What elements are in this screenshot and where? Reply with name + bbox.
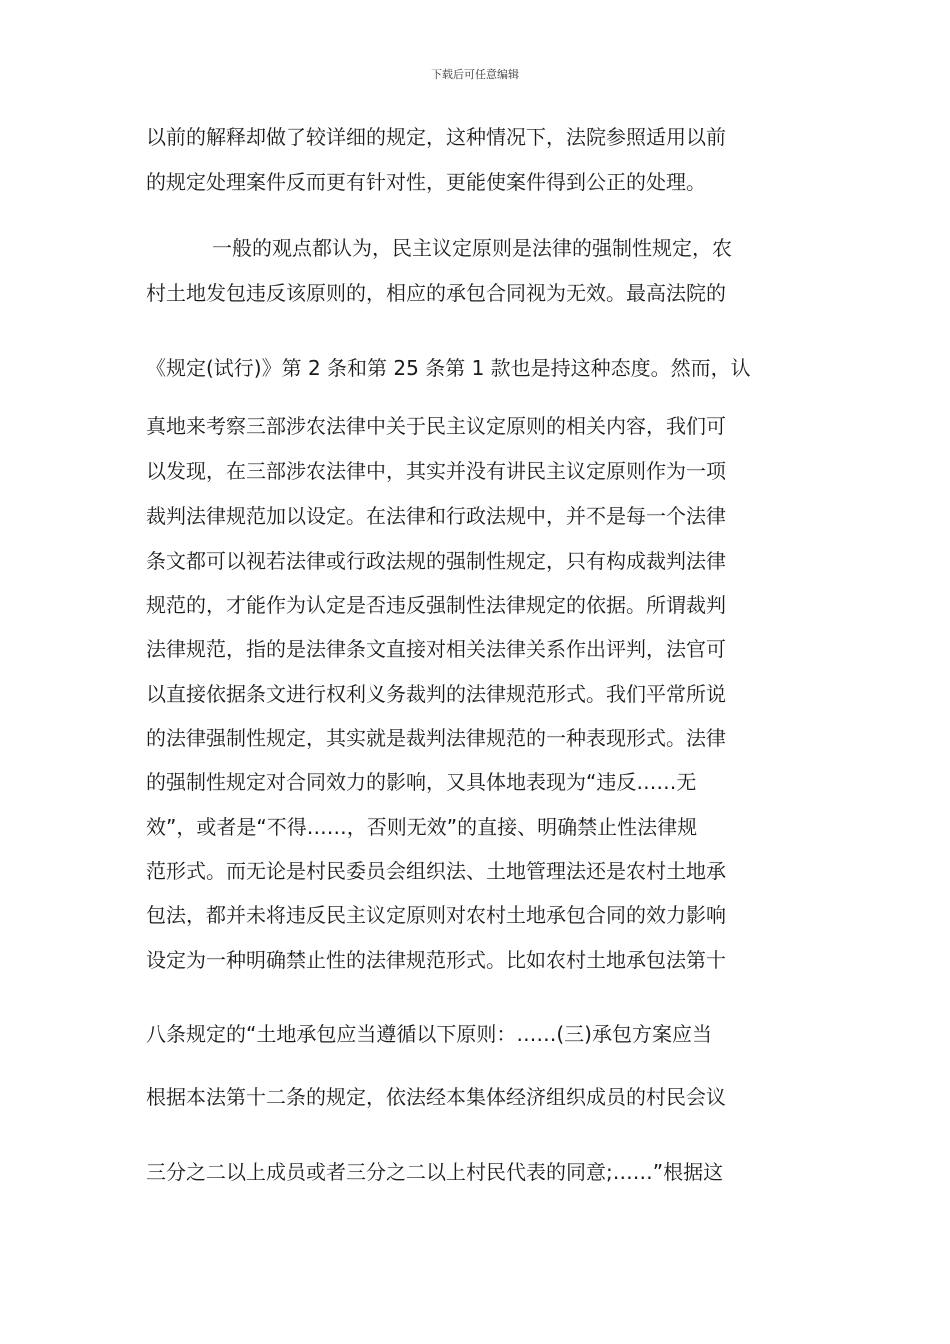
text-line: 的强制性规定对合同效力的影响，又具体地表现为“违反……无	[146, 770, 697, 794]
text-line: 《规定(试行)》第 2 条和第 25 条第 1 款也是持这种态度。然而，认	[146, 356, 751, 380]
text-line: 以直接依据条文进行权利义务裁判的法律规范形式。我们平常所说	[146, 682, 726, 706]
text-line: 根据本法第十二条的规定，依法经本集体经济组织成员的村民会议	[146, 1085, 726, 1109]
text-line: 法律规范，指的是法律条文直接对相关法律关系作出评判，法官可	[146, 637, 726, 661]
text-line: 设定为一种明确禁止性的法律规范形式。比如农村土地承包法第十	[146, 948, 726, 972]
text-line: 规范的，才能作为认定是否违反强制性法律规定的依据。所谓裁判	[146, 593, 726, 617]
text-line: 裁判法律规范加以设定。在法律和行政法规中，并不是每一个法律	[146, 504, 726, 528]
text-line: 包法，都并未将违反民主议定原则对农村土地承包合同的效力影响	[146, 903, 726, 927]
text-line: 条文都可以视若法律或行政法规的强制性规定，只有构成裁判法律	[146, 549, 726, 573]
paragraph-start-line: 一般的观点都认为，民主议定原则是法律的强制性规定，农	[212, 236, 732, 260]
text-line: 真地来考察三部涉农法律中关于民主议定原则的相关内容，我们可	[146, 414, 726, 438]
text-line: 的规定处理案件反而更有针对性，更能使案件得到公正的处理。	[146, 170, 706, 194]
text-line: 三分之二以上成员或者三分之二以上村民代表的同意;……”根据这	[146, 1160, 724, 1184]
text-line: 以发现，在三部涉农法律中，其实并没有讲民主议定原则作为一项	[146, 459, 726, 483]
page-header: 下载后可任意编辑	[431, 68, 519, 81]
text-line: 范形式。而无论是村民委员会组织法、土地管理法还是农村土地承	[146, 859, 726, 883]
text-line: 效”，或者是“不得……，否则无效”的直接、明确禁止性法律规	[146, 815, 698, 839]
text-line: 村土地发包违反该原则的，相应的承包合同视为无效。最高法院的	[146, 281, 726, 305]
text-line: 以前的解释却做了较详细的规定，这种情况下，法院参照适用以前	[146, 125, 726, 149]
text-line: 的法律强制性规定，其实就是裁判法律规范的一种表现形式。法律	[146, 726, 726, 750]
text-line: 八条规定的“土地承包应当遵循以下原则：……(三)承包方案应当	[146, 1022, 712, 1046]
